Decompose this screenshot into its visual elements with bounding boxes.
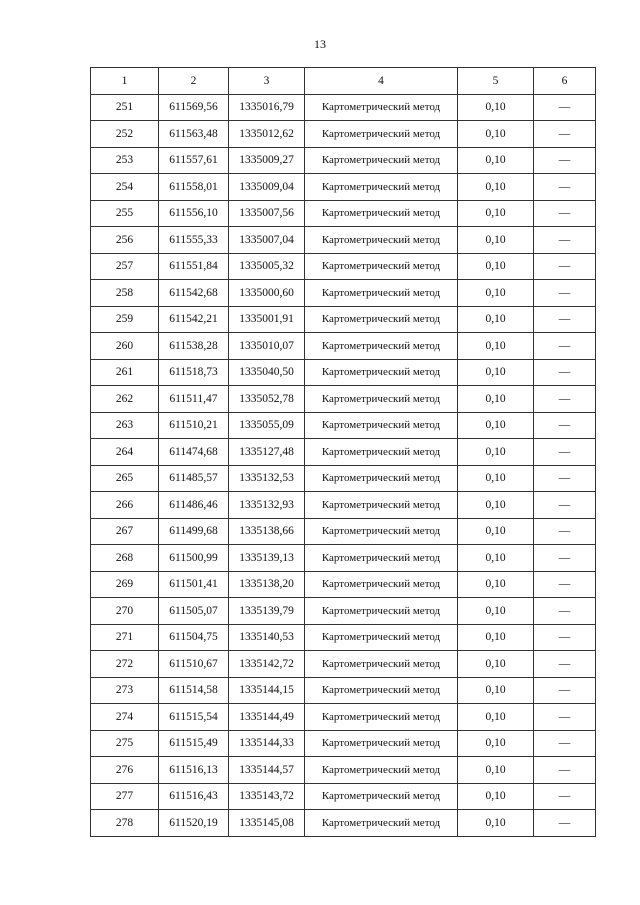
y-coordinate-cell: 1335138,66 xyxy=(229,518,305,545)
accuracy-cell: 0,10 xyxy=(458,439,534,466)
table-header-row xyxy=(91,68,596,95)
method-cell: Картометрический метод xyxy=(305,757,458,784)
x-coordinate-cell: 611556,10 xyxy=(159,200,229,227)
accuracy-cell: 0,10 xyxy=(458,386,534,413)
column-header-4: 4 xyxy=(305,68,458,95)
x-coordinate-cell: 611501,41 xyxy=(159,571,229,598)
x-coordinate-cell: 611558,01 xyxy=(159,174,229,201)
y-coordinate-cell: 1335139,79 xyxy=(229,598,305,625)
notes-cell: — xyxy=(534,306,596,333)
notes-cell: — xyxy=(534,624,596,651)
y-coordinate-cell: 1335144,33 xyxy=(229,730,305,757)
method-cell: Картометрический метод xyxy=(305,386,458,413)
accuracy-cell: 0,10 xyxy=(458,227,534,254)
accuracy-cell: 0,10 xyxy=(458,783,534,810)
point-number-cell: 260 xyxy=(91,333,159,360)
point-number-cell: 276 xyxy=(91,757,159,784)
y-coordinate-cell: 1335009,27 xyxy=(229,147,305,174)
notes-cell: — xyxy=(534,147,596,174)
point-number-cell: 268 xyxy=(91,545,159,572)
notes-cell: — xyxy=(534,492,596,519)
accuracy-cell: 0,10 xyxy=(458,492,534,519)
accuracy-cell: 0,10 xyxy=(458,174,534,201)
table-row xyxy=(91,333,596,360)
method-cell: Картометрический метод xyxy=(305,465,458,492)
method-cell: Картометрический метод xyxy=(305,280,458,307)
accuracy-cell: 0,10 xyxy=(458,333,534,360)
y-coordinate-cell: 1335007,56 xyxy=(229,200,305,227)
x-coordinate-cell: 611499,68 xyxy=(159,518,229,545)
method-cell: Картометрический метод xyxy=(305,730,458,757)
x-coordinate-cell: 611557,61 xyxy=(159,147,229,174)
notes-cell: — xyxy=(534,651,596,678)
method-cell: Картометрический метод xyxy=(305,147,458,174)
notes-cell: — xyxy=(534,333,596,360)
x-coordinate-cell: 611518,73 xyxy=(159,359,229,386)
point-number-cell: 271 xyxy=(91,624,159,651)
point-number-cell: 275 xyxy=(91,730,159,757)
x-coordinate-cell: 611511,47 xyxy=(159,386,229,413)
y-coordinate-cell: 1335127,48 xyxy=(229,439,305,466)
table-row xyxy=(91,651,596,678)
accuracy-cell: 0,10 xyxy=(458,412,534,439)
x-coordinate-cell: 611504,75 xyxy=(159,624,229,651)
notes-cell: — xyxy=(534,810,596,837)
method-cell: Картометрический метод xyxy=(305,545,458,572)
notes-cell: — xyxy=(534,121,596,148)
y-coordinate-cell: 1335145,08 xyxy=(229,810,305,837)
notes-cell: — xyxy=(534,200,596,227)
y-coordinate-cell: 1335143,72 xyxy=(229,783,305,810)
column-header-5: 5 xyxy=(458,68,534,95)
point-number-cell: 256 xyxy=(91,227,159,254)
accuracy-cell: 0,10 xyxy=(458,624,534,651)
notes-cell: — xyxy=(534,412,596,439)
accuracy-cell: 0,10 xyxy=(458,359,534,386)
x-coordinate-cell: 611510,21 xyxy=(159,412,229,439)
point-number-cell: 274 xyxy=(91,704,159,731)
method-cell: Картометрический метод xyxy=(305,439,458,466)
x-coordinate-cell: 611542,68 xyxy=(159,280,229,307)
table-row xyxy=(91,439,596,466)
method-cell: Картометрический метод xyxy=(305,704,458,731)
table-row xyxy=(91,730,596,757)
point-number-cell: 278 xyxy=(91,810,159,837)
x-coordinate-cell: 611555,33 xyxy=(159,227,229,254)
x-coordinate-cell: 611486,46 xyxy=(159,492,229,519)
notes-cell: — xyxy=(534,783,596,810)
y-coordinate-cell: 1335000,60 xyxy=(229,280,305,307)
point-number-cell: 258 xyxy=(91,280,159,307)
point-number-cell: 265 xyxy=(91,465,159,492)
point-number-cell: 277 xyxy=(91,783,159,810)
table-row xyxy=(91,810,596,837)
notes-cell: — xyxy=(534,518,596,545)
notes-cell: — xyxy=(534,545,596,572)
x-coordinate-cell: 611538,28 xyxy=(159,333,229,360)
notes-cell: — xyxy=(534,386,596,413)
x-coordinate-cell: 611515,49 xyxy=(159,730,229,757)
y-coordinate-cell: 1335140,53 xyxy=(229,624,305,651)
accuracy-cell: 0,10 xyxy=(458,651,534,678)
accuracy-cell: 0,10 xyxy=(458,730,534,757)
y-coordinate-cell: 1335139,13 xyxy=(229,545,305,572)
y-coordinate-cell: 1335144,57 xyxy=(229,757,305,784)
x-coordinate-cell: 611474,68 xyxy=(159,439,229,466)
table-row xyxy=(91,704,596,731)
notes-cell: — xyxy=(534,280,596,307)
x-coordinate-cell: 611516,43 xyxy=(159,783,229,810)
accuracy-cell: 0,10 xyxy=(458,571,534,598)
accuracy-cell: 0,10 xyxy=(458,121,534,148)
table-row xyxy=(91,386,596,413)
point-number-cell: 251 xyxy=(91,94,159,121)
accuracy-cell: 0,10 xyxy=(458,280,534,307)
accuracy-cell: 0,10 xyxy=(458,598,534,625)
point-number-cell: 254 xyxy=(91,174,159,201)
notes-cell: — xyxy=(534,677,596,704)
accuracy-cell: 0,10 xyxy=(458,518,534,545)
column-header-2: 2 xyxy=(159,68,229,95)
accuracy-cell: 0,10 xyxy=(458,200,534,227)
y-coordinate-cell: 1335132,53 xyxy=(229,465,305,492)
accuracy-cell: 0,10 xyxy=(458,545,534,572)
notes-cell: — xyxy=(534,94,596,121)
table-row xyxy=(91,121,596,148)
accuracy-cell: 0,10 xyxy=(458,94,534,121)
table-row xyxy=(91,677,596,704)
table-row xyxy=(91,518,596,545)
method-cell: Картометрический метод xyxy=(305,677,458,704)
point-number-cell: 261 xyxy=(91,359,159,386)
method-cell: Картометрический метод xyxy=(305,783,458,810)
table-row xyxy=(91,624,596,651)
accuracy-cell: 0,10 xyxy=(458,677,534,704)
point-number-cell: 263 xyxy=(91,412,159,439)
method-cell: Картометрический метод xyxy=(305,121,458,148)
accuracy-cell: 0,10 xyxy=(458,757,534,784)
point-number-cell: 269 xyxy=(91,571,159,598)
method-cell: Картометрический метод xyxy=(305,359,458,386)
method-cell: Картометрический метод xyxy=(305,333,458,360)
method-cell: Картометрический метод xyxy=(305,253,458,280)
point-number-cell: 266 xyxy=(91,492,159,519)
notes-cell: — xyxy=(534,359,596,386)
notes-cell: — xyxy=(534,757,596,784)
y-coordinate-cell: 1335052,78 xyxy=(229,386,305,413)
y-coordinate-cell: 1335010,07 xyxy=(229,333,305,360)
x-coordinate-cell: 611569,56 xyxy=(159,94,229,121)
column-header-3: 3 xyxy=(229,68,305,95)
point-number-cell: 259 xyxy=(91,306,159,333)
y-coordinate-cell: 1335055,09 xyxy=(229,412,305,439)
x-coordinate-cell: 611516,13 xyxy=(159,757,229,784)
x-coordinate-cell: 611514,58 xyxy=(159,677,229,704)
accuracy-cell: 0,10 xyxy=(458,810,534,837)
x-coordinate-cell: 611542,21 xyxy=(159,306,229,333)
point-number-cell: 255 xyxy=(91,200,159,227)
method-cell: Картометрический метод xyxy=(305,306,458,333)
y-coordinate-cell: 1335144,49 xyxy=(229,704,305,731)
table-row xyxy=(91,465,596,492)
accuracy-cell: 0,10 xyxy=(458,465,534,492)
table-body xyxy=(91,94,596,836)
accuracy-cell: 0,10 xyxy=(458,704,534,731)
point-number-cell: 252 xyxy=(91,121,159,148)
method-cell: Картометрический метод xyxy=(305,810,458,837)
x-coordinate-cell: 611500,99 xyxy=(159,545,229,572)
notes-cell: — xyxy=(534,253,596,280)
column-header-6: 6 xyxy=(534,68,596,95)
notes-cell: — xyxy=(534,174,596,201)
notes-cell: — xyxy=(534,439,596,466)
method-cell: Картометрический метод xyxy=(305,492,458,519)
y-coordinate-cell: 1335142,72 xyxy=(229,651,305,678)
y-coordinate-cell: 1335132,93 xyxy=(229,492,305,519)
table-row xyxy=(91,306,596,333)
y-coordinate-cell: 1335138,20 xyxy=(229,571,305,598)
method-cell: Картометрический метод xyxy=(305,651,458,678)
coordinates-table xyxy=(90,67,596,837)
notes-cell: — xyxy=(534,227,596,254)
method-cell: Картометрический метод xyxy=(305,518,458,545)
x-coordinate-cell: 611510,67 xyxy=(159,651,229,678)
table-row xyxy=(91,571,596,598)
y-coordinate-cell: 1335016,79 xyxy=(229,94,305,121)
method-cell: Картометрический метод xyxy=(305,94,458,121)
point-number-cell: 257 xyxy=(91,253,159,280)
y-coordinate-cell: 1335012,62 xyxy=(229,121,305,148)
method-cell: Картометрический метод xyxy=(305,174,458,201)
method-cell: Картометрический метод xyxy=(305,624,458,651)
table-row xyxy=(91,545,596,572)
page-number: 13 xyxy=(314,37,326,51)
point-number-cell: 264 xyxy=(91,439,159,466)
y-coordinate-cell: 1335001,91 xyxy=(229,306,305,333)
method-cell: Картометрический метод xyxy=(305,227,458,254)
x-coordinate-cell: 611505,07 xyxy=(159,598,229,625)
table-row xyxy=(91,359,596,386)
notes-cell: — xyxy=(534,730,596,757)
x-coordinate-cell: 611520,19 xyxy=(159,810,229,837)
notes-cell: — xyxy=(534,465,596,492)
x-coordinate-cell: 611551,84 xyxy=(159,253,229,280)
accuracy-cell: 0,10 xyxy=(458,253,534,280)
notes-cell: — xyxy=(534,704,596,731)
table-row xyxy=(91,492,596,519)
point-number-cell: 267 xyxy=(91,518,159,545)
y-coordinate-cell: 1335009,04 xyxy=(229,174,305,201)
point-number-cell: 270 xyxy=(91,598,159,625)
notes-cell: — xyxy=(534,571,596,598)
table-row xyxy=(91,598,596,625)
y-coordinate-cell: 1335040,50 xyxy=(229,359,305,386)
point-number-cell: 253 xyxy=(91,147,159,174)
table-row xyxy=(91,174,596,201)
table-row xyxy=(91,757,596,784)
table-row xyxy=(91,147,596,174)
accuracy-cell: 0,10 xyxy=(458,147,534,174)
accuracy-cell: 0,10 xyxy=(458,306,534,333)
y-coordinate-cell: 1335005,32 xyxy=(229,253,305,280)
table-row xyxy=(91,412,596,439)
column-header-1: 1 xyxy=(91,68,159,95)
notes-cell: — xyxy=(534,598,596,625)
table-row xyxy=(91,227,596,254)
method-cell: Картометрический метод xyxy=(305,412,458,439)
method-cell: Картометрический метод xyxy=(305,571,458,598)
x-coordinate-cell: 611515,54 xyxy=(159,704,229,731)
point-number-cell: 273 xyxy=(91,677,159,704)
table-row xyxy=(91,783,596,810)
method-cell: Картометрический метод xyxy=(305,200,458,227)
y-coordinate-cell: 1335007,04 xyxy=(229,227,305,254)
table-row xyxy=(91,94,596,121)
method-cell: Картометрический метод xyxy=(305,598,458,625)
y-coordinate-cell: 1335144,15 xyxy=(229,677,305,704)
table-row xyxy=(91,200,596,227)
point-number-cell: 262 xyxy=(91,386,159,413)
x-coordinate-cell: 611485,57 xyxy=(159,465,229,492)
table-row xyxy=(91,280,596,307)
x-coordinate-cell: 611563,48 xyxy=(159,121,229,148)
table-row xyxy=(91,253,596,280)
point-number-cell: 272 xyxy=(91,651,159,678)
